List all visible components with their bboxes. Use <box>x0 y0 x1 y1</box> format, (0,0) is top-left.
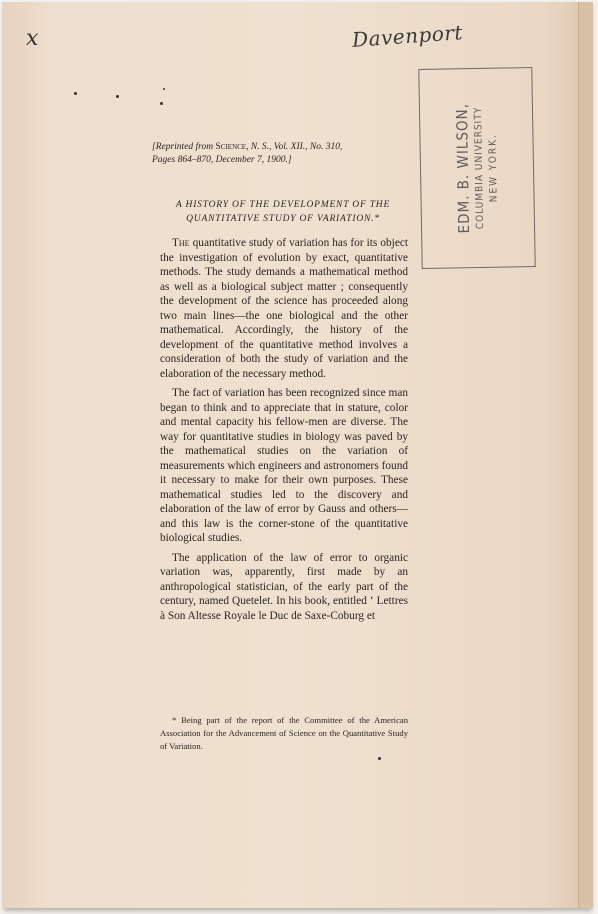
handwritten-signature: Davenport <box>351 20 464 52</box>
paragraph <box>160 551 408 624</box>
article-body <box>160 236 408 628</box>
paragraph-text: The fact of variation has been recognized since man began to think and to appreciate that in stature, color and mental capacity his fellow-men are diverse. The way for quantitative studies in biology was paved by the mathematical studies on the variation of measurements which engineers and astronomers found it necessary to make for their own purposes. These mathematical studies led to the discovery and elaboration of the law of error by Gauss and others—and this law is the corner-stone of the quantitative biological studies. <box>160 387 408 544</box>
stamp-name: EDM. B. WILSON, <box>452 102 474 234</box>
ink-dot <box>163 88 165 90</box>
paragraph <box>160 236 408 381</box>
stamp-city: NEW YORK. <box>487 133 500 203</box>
ink-dot <box>116 95 119 98</box>
paragraph-lead: The <box>172 237 190 249</box>
reprint-details: , N. S., Vol. XII., No. 310, <box>246 142 343 152</box>
reprint-pages: Pages 864–870, December 7, 1900.] <box>152 155 292 165</box>
paragraph-text: quantitative study of variation has for its object the investigation of evolution by exact, quantitative methods. The study demands a mathematical method as well as a biological subject matter ; consequently the development of the science has proceeded along two main lines—the one biological and the other mathematical. Accordingly, the history of the development of the quantitative method involves a consideration of both the study of variation and the elaboration of the necessary method. <box>160 237 408 380</box>
ink-dot <box>378 757 381 760</box>
ink-dot <box>160 102 163 105</box>
reprint-notice <box>152 141 402 167</box>
handwritten-mark: x <box>26 26 39 51</box>
footnote: * Being part of the report of the Committee of the American Association for the Advancement of Science on the Quantitative Study of Variation. <box>160 715 408 751</box>
paragraph <box>160 386 408 546</box>
page-edge <box>578 2 593 908</box>
reprint-journal: Science <box>215 142 247 152</box>
stamp-university: COLUMBIA UNIVERSITY <box>472 106 487 230</box>
ownership-stamp <box>418 67 535 269</box>
article-title: A HISTORY OF THE DEVELOPMENT OF THE QUANTITATIVE STUDY OF VARIATION.* <box>175 200 391 224</box>
reprint-prefix: [Reprinted from <box>152 142 216 152</box>
paragraph-text: The application of the law of error to organic variation was, apparently, first made by an anthropological statistician, of the early part of the century, named Quetelet. In his book, entitled ‘ Lettres à Son Altesse Royale le Duc de Saxe-Coburg et <box>160 551 408 622</box>
stamp-text <box>451 73 502 264</box>
ink-dot <box>74 92 77 95</box>
